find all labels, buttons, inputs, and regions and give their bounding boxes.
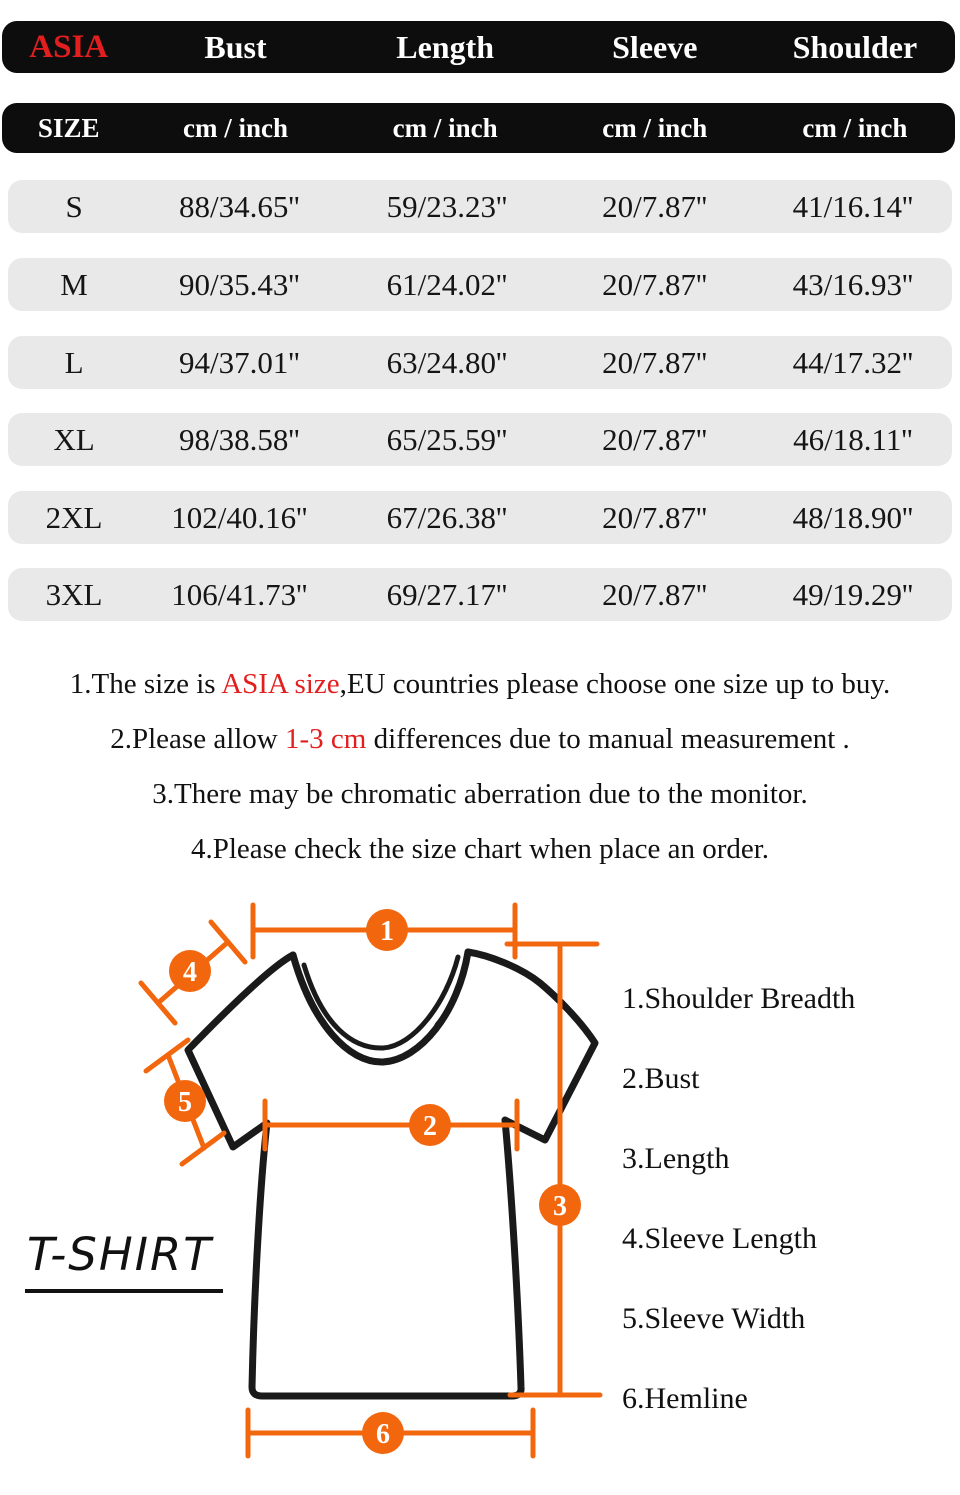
marker-4-number: 4 (183, 957, 197, 988)
header-col-length: Length (396, 28, 495, 65)
note-text: ,EU countries please choose one size up to buy. (339, 668, 891, 700)
row-size-label: 2XL (45, 499, 103, 535)
row-bust-value: 94/37.01'' (179, 344, 300, 380)
subheader-unit-sleeve: cm / inch (602, 112, 708, 143)
legend-item-hemline: 6.Hemline (622, 1382, 748, 1415)
note-line-3 (152, 778, 808, 811)
note-text: differences due to manual measurement . (366, 723, 850, 755)
row-bust-value: 106/41.73'' (171, 576, 308, 612)
header-col-sleeve: Sleeve (612, 28, 698, 65)
row-shoulder-value: 49/19.29'' (792, 576, 914, 612)
note-highlight: 1-3 cm (285, 723, 367, 755)
row-shoulder-value: 46/18.11'' (793, 421, 913, 457)
subheader-unit-bust: cm / inch (182, 112, 288, 143)
row-length-value: 61/24.02'' (386, 266, 508, 302)
note-line-2 (110, 723, 850, 756)
table-row (8, 180, 952, 233)
row-shoulder-value: 43/16.93'' (792, 266, 914, 302)
row-sleeve-value: 20/7.87'' (602, 266, 708, 302)
row-bust-value: 88/34.65'' (179, 188, 300, 224)
subheader-unit-shoulder: cm / inch (802, 112, 908, 143)
tshirt-outline (188, 952, 595, 1396)
diagram-title: T-SHIRT (25, 1228, 223, 1293)
note-text: 4.Please check the size chart when place an order. (190, 833, 770, 865)
row-sleeve-value: 20/7.87'' (602, 499, 708, 535)
table-row (8, 491, 952, 544)
table-subheader-row (2, 103, 955, 153)
header-corner-asia: ASIA (29, 28, 109, 65)
row-size-label: S (65, 188, 83, 224)
note-text: 3.There may be chromatic aberration due to the monitor. (152, 778, 808, 810)
row-length-value: 69/27.17'' (386, 576, 508, 612)
row-bust-value: 102/40.16'' (171, 499, 308, 535)
note-text: 2.Please allow (110, 723, 285, 755)
marker-2-number: 2 (423, 1111, 437, 1142)
legend-item-sleeve-length: 4.Sleeve Length (622, 1222, 817, 1255)
row-bust-value: 90/35.43'' (179, 266, 300, 302)
marker-3-number: 3 (553, 1191, 567, 1222)
notes-section (0, 668, 960, 866)
row-bust-value: 98/38.58'' (179, 421, 300, 457)
row-length-value: 65/25.59'' (386, 421, 508, 457)
marker-1-number: 1 (380, 916, 394, 947)
header-col-bust: Bust (204, 28, 267, 65)
subheader-unit-length: cm / inch (392, 112, 498, 143)
row-sleeve-value: 20/7.87'' (602, 421, 708, 457)
note-text: 1.The size is (69, 668, 222, 700)
table-row (8, 336, 952, 389)
table-row (8, 568, 952, 621)
dimension-line-bust (265, 1101, 517, 1149)
row-size-label: 3XL (45, 576, 103, 612)
table-row (8, 258, 952, 311)
row-shoulder-value: 41/16.14'' (792, 188, 914, 224)
table-header-row (2, 21, 955, 73)
row-length-value: 59/23.23'' (386, 188, 508, 224)
row-size-label: M (60, 266, 88, 302)
row-length-value: 67/26.38'' (386, 499, 508, 535)
legend-item-bust: 2.Bust (622, 1062, 700, 1095)
legend-item-sleeve-width: 5.Sleeve Width (622, 1302, 806, 1335)
row-sleeve-value: 20/7.87'' (602, 576, 708, 612)
row-sleeve-value: 20/7.87'' (602, 344, 708, 380)
note-line-4 (191, 833, 769, 866)
row-length-value: 63/24.80'' (386, 344, 508, 380)
dimension-line-shoulder (253, 905, 515, 957)
table-row (8, 413, 952, 466)
row-size-label: XL (53, 421, 95, 457)
marker-6-number: 6 (376, 1419, 390, 1450)
header-col-shoulder: Shoulder (792, 28, 918, 65)
tshirt-measurement-diagram (90, 895, 620, 1495)
marker-5-number: 5 (178, 1087, 192, 1118)
subheader-corner-size: SIZE (37, 112, 100, 143)
row-sleeve-value: 20/7.87'' (602, 188, 708, 224)
row-shoulder-value: 48/18.90'' (792, 499, 914, 535)
diagram-legend (622, 982, 855, 1416)
row-size-label: L (64, 344, 84, 380)
legend-item-length: 3.Length (622, 1142, 730, 1175)
row-shoulder-value: 44/17.32'' (792, 344, 914, 380)
legend-item-shoulder-breadth: 1.Shoulder Breadth (622, 982, 856, 1015)
note-highlight: ASIA size (221, 668, 340, 700)
dimension-line-hemline (248, 1410, 533, 1456)
note-line-1 (70, 668, 890, 701)
